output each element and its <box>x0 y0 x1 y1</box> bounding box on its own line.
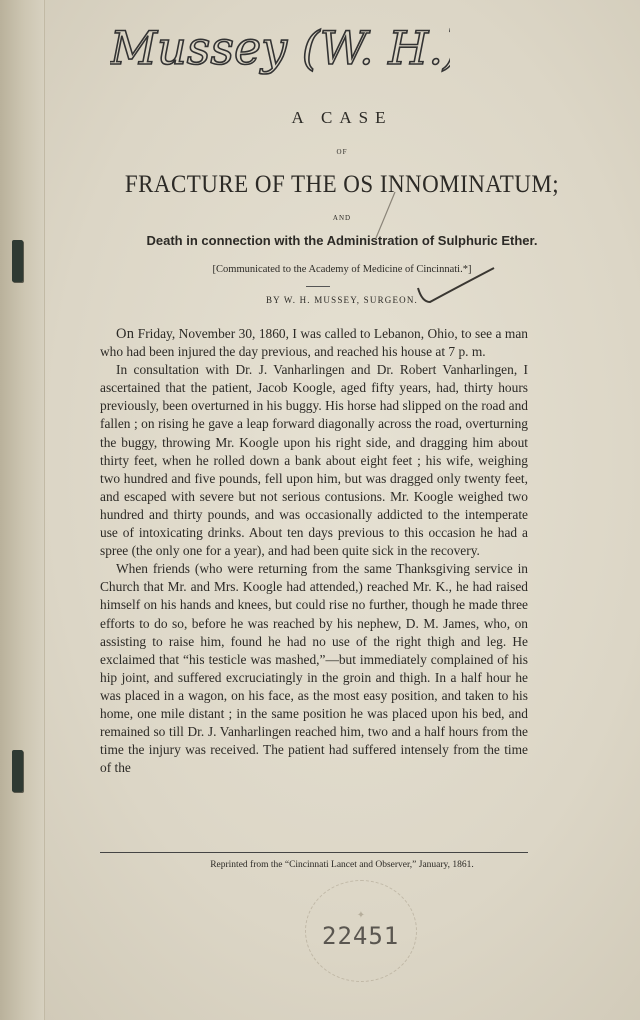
catalog-number: 22451 <box>322 922 400 950</box>
communicated-note: [Communicated to the Academy of Medicine of Cincinnati.*] <box>212 264 472 275</box>
paragraph-1-opening: On <box>116 326 135 342</box>
page-title: FRACTURE OF THE OS INNOMINATUM; <box>124 171 560 198</box>
title-and: AND <box>332 214 352 222</box>
subtitle: Death in connection with the Administration of Sulphuric Ether. <box>146 233 538 248</box>
staple-mark-bottom <box>12 750 23 792</box>
page-binding-edge <box>0 0 45 1020</box>
paragraph-2: In consultation with Dr. J. Vanharlingen and Dr. Robert Vanharlingen, I ascertained that the patient, Jacob Koogle, aged fifty years, had, thirty hours previously, been overturned in his buggy. His horse had slipped on the road and fallen ; on rising he gave a leap forward diagonally across the road, overturning the buggy, throwing Mr. Koogle upon his right side, and dragging him about thirty feet, when he rolled down a bank about eight feet ; his wife, weighing two hundred and five pounds, fell upon him, but was dragged only twenty feet, and escaped with severe but not serious contusions. Mr. Koogle weighed two hundred and thirty pounds, and was occasionally addicted to the intemperate use of intoxicating drinks. About ten days previous to this occasion he had a spree (the only one for a year), and had been quite sick in the recovery. <box>100 362 528 559</box>
staple-mark-top <box>12 240 23 282</box>
title-of: OF <box>336 148 348 156</box>
handwritten-author-note <box>110 6 450 106</box>
footer-divider <box>100 852 528 853</box>
paragraph-1-text: Friday, November 30, 1860, I was called to Lebanon, Ohio, to see a man who had been injured the day previous, and reached his house at 7 p. m. <box>100 326 528 360</box>
title-divider <box>306 286 330 287</box>
paragraph-1 <box>100 325 528 361</box>
paragraph-3: When friends (who were returning from the same Thanksgiving service in Church that Mr. and Mrs. Koogle had attended,) reached Mr. K., he had raised himself on his hands and knees, but could rise no further, though he made three efforts to do so, before he was reached by his nephew, D. M. James, who, on assisting to raise him, found he had no use of the right thigh and leg. He exclaimed that “his testicle was mashed,”—but immediately complained of his hip joint, and suffered excruciatingly in the groin and thigh. In a half hour he was placed in a wagon, on his face, as the most easy position, and taken to his home, one mile distant ; in the same position he was placed upon his bed, and remained so till Dr. J. Vanharlingen reached him, two and a half hours from the time the injury was received. The patient had suffered intensely from the time of the <box>100 561 528 776</box>
handwritten-text: Mussey (W. H.) <box>110 21 450 75</box>
author-line: BY W. H. MUSSEY, SURGEON. <box>265 295 419 305</box>
article-body <box>100 325 528 777</box>
title-a-case: A CASE <box>291 108 393 127</box>
stamp-mark-icon: ✦ <box>356 910 366 921</box>
reprint-footer: Reprinted from the “Cincinnati Lancet and Observer,” January, 1861. <box>210 860 474 870</box>
